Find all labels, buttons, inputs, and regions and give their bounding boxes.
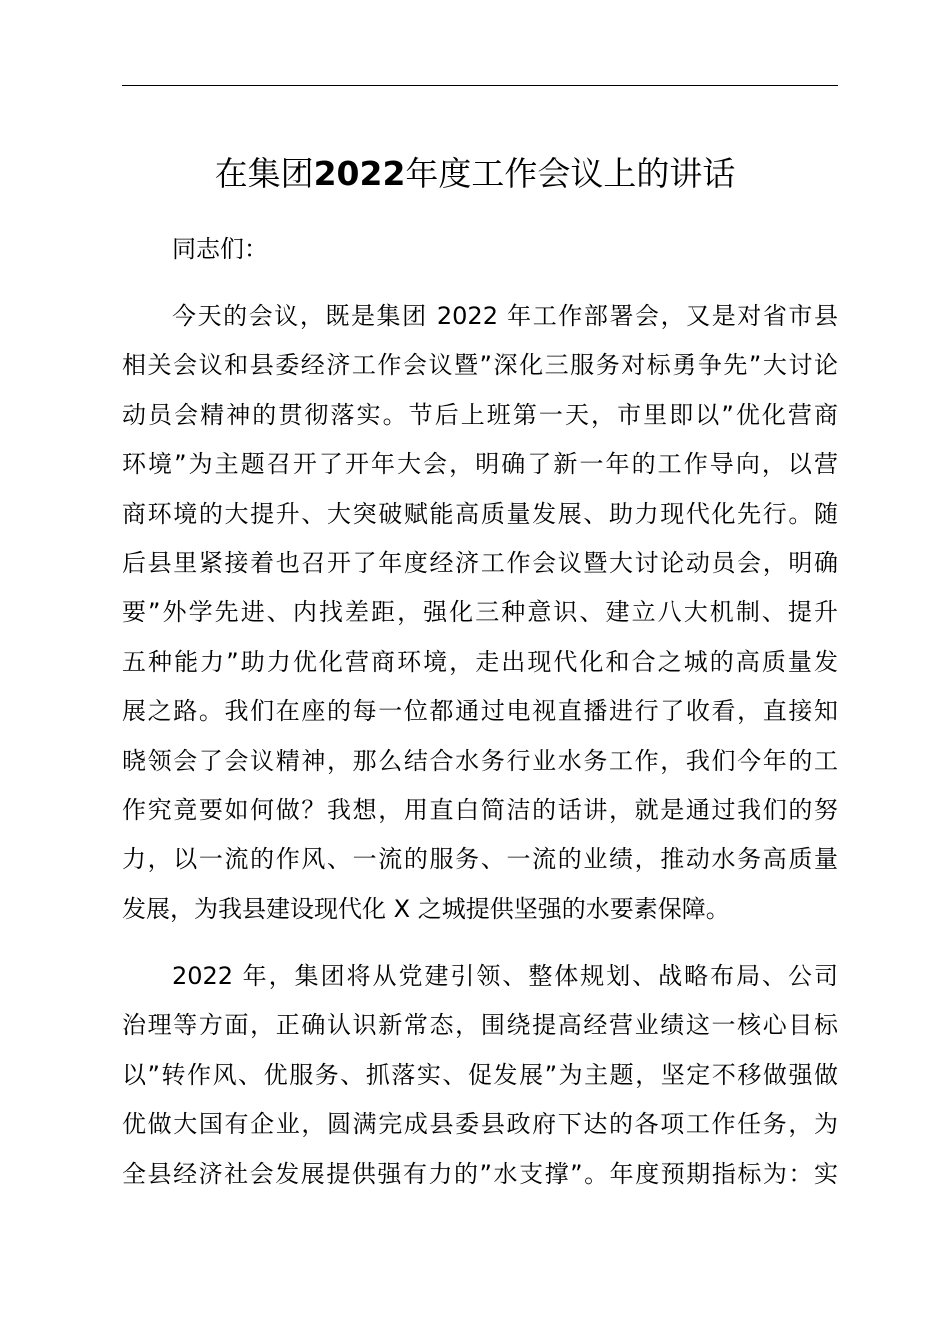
salutation: 同志们： <box>172 235 268 263</box>
text-line: 要”外学先进、内找差距，强化三种意识、建立八大机制、提升 <box>122 598 838 627</box>
text-line: 展之路。我们在座的每一位都通过电视直播进行了收看，直接知 <box>122 697 838 726</box>
header-rule <box>122 85 838 86</box>
paragraph-1 <box>122 292 838 934</box>
text-line: 优做大国有企业，圆满完成县委县政府下达的各项工作任务，为 <box>122 1110 838 1139</box>
text-line: 发展，为我县建设现代化 X 之城提供坚强的水要素保障。 <box>122 894 730 923</box>
text-line: 商环境的大提升、大突破赋能高质量发展、助力现代化先行。随 <box>122 499 838 528</box>
text-line: 相关会议和县委经济工作会议暨”深化三服务对标勇争先”大讨论 <box>122 351 838 380</box>
text-line: 动员会精神的贯彻落实。节后上班第一天，市里即以”优化营商 <box>122 400 838 429</box>
text-line: 全县经济社会发展提供强有力的”水支撑”。年度预期指标为：实 <box>122 1159 838 1188</box>
paragraph-2 <box>122 952 838 1199</box>
title-suffix: 年度工作会议上的讲话 <box>405 154 736 193</box>
title-year: 2022 <box>313 154 406 193</box>
text-line: 2022 年，集团将从党建引领、整体规划、战略布局、公司 <box>172 962 838 990</box>
text-line: 作究竟要如何做？我想，用直白简洁的话讲，就是通过我们的努 <box>122 795 838 824</box>
text-line: 今天的会议，既是集团 2022 年工作部署会，又是对省市县 <box>172 302 838 330</box>
text-line: 五种能力”助力优化营商环境，走出现代化和合之城的高质量发 <box>122 647 838 676</box>
title-prefix: 在集团 <box>214 154 314 193</box>
text-line: 环境”为主题召开了开年大会，明确了新一年的工作导向，以营 <box>122 450 838 479</box>
text-line: 力，以一流的作风、一流的服务、一流的业绩，推动水务高质量 <box>122 845 838 874</box>
page-title <box>0 148 950 200</box>
text-line: 以”转作风、优服务、抓落实、促发展”为主题，坚定不移做强做 <box>122 1060 838 1089</box>
text-line: 晓领会了会议精神，那么结合水务行业水务工作，我们今年的工 <box>122 746 838 775</box>
text-line: 后县里紧接着也召开了年度经济工作会议暨大讨论动员会，明确 <box>122 548 838 577</box>
text-line: 治理等方面，正确认识新常态，围绕提高经营业绩这一核心目标 <box>122 1011 838 1040</box>
